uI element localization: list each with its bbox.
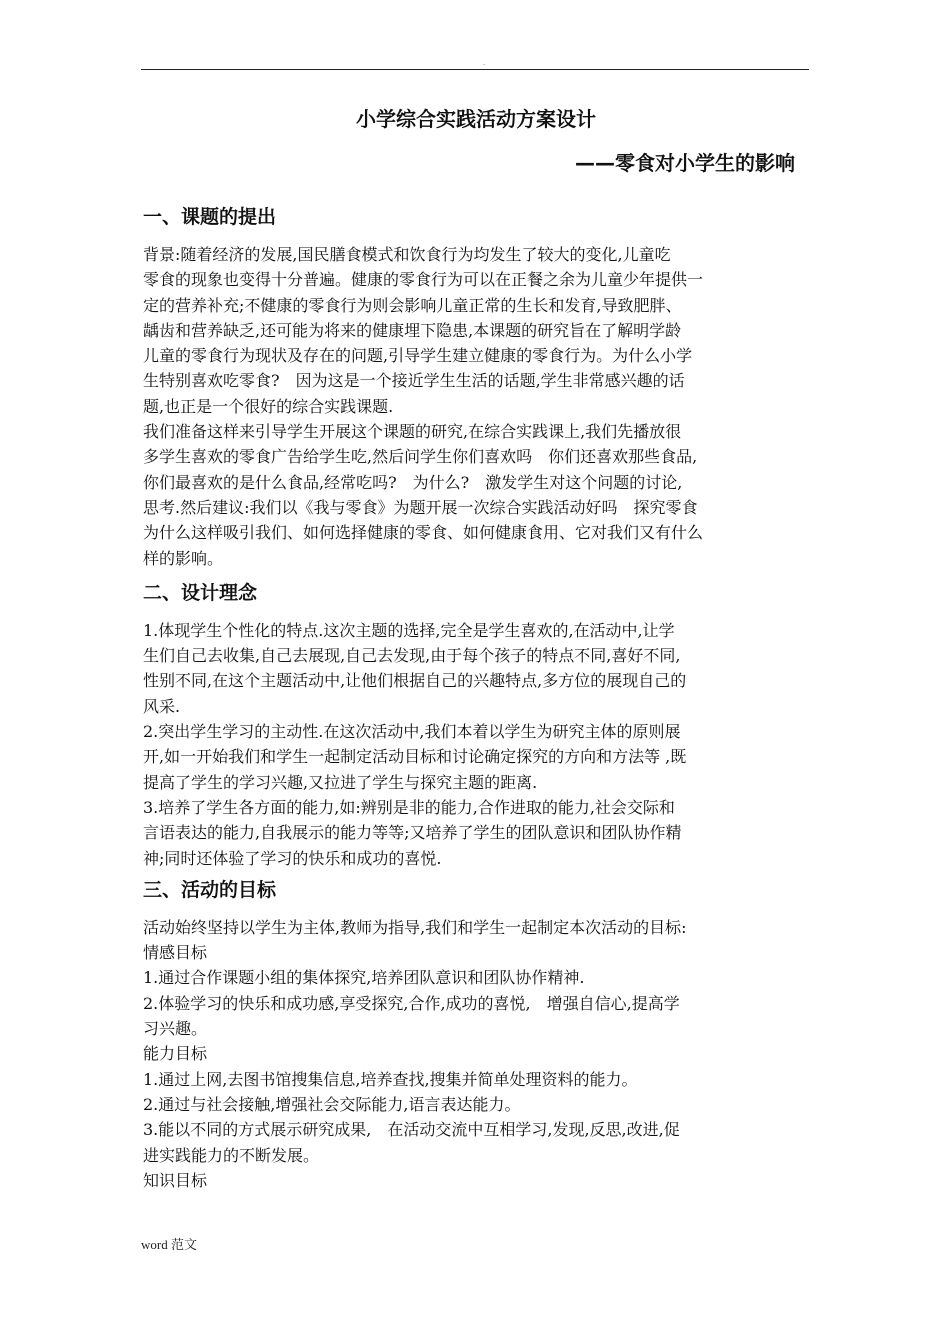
section-body-design-concept [143,618,809,871]
paragraph-line: 知识目标 [143,1170,208,1190]
paragraph-line: 言语表达的能力,自我展示的能力等等;又培养了学生的团队意识和团队协作精 [143,823,682,843]
paragraph-line: 神;同时还体验了学习的快乐和成功的喜悦. [143,848,442,868]
paragraph-line: 3.能以不同的方式展示研究成果, 在活动交流中互相学习,发现,反思,改进,促 [143,1120,680,1140]
document-body [143,102,809,1193]
section-body-proposal [143,242,809,571]
document-title: 小学综合实践活动方案设计 [356,107,596,131]
paragraph-line: 背景:随着经济的发展,国民膳食模式和饮食行为均发生了较大的变化,儿童吃 [143,245,671,264]
paragraph-line: 风采. [143,696,181,716]
paragraph-line: 2.体验学习的快乐和成功感,享受探究,合作,成功的喜悦, 增强自信心,提高学 [143,993,680,1013]
paragraph-line: 儿童的零食行为现状及存在的问题,引导学生建立健康的零食行为。为什么小学 [143,346,693,366]
paragraph-line: 习兴趣。 [143,1019,208,1039]
paragraph-line: 活动始终坚持以学生为主体,教师为指导,我们和学生一起制定本次活动的目标: [143,917,687,937]
header-rule [141,69,809,70]
paragraph-line: 题,也正是一个很好的综合实践课题. [143,396,394,416]
paragraph-line: 2.通过与社会接触,增强社会交际能力,语言表达能力。 [143,1094,521,1114]
paragraph-line: 进实践能力的不断发展。 [143,1145,320,1165]
paragraph-line: 2.突出学生学习的主动性.在这次活动中,我们本着以学生为研究主体的原则展 [143,722,681,742]
paragraph-line: 零食的现象也变得十分普遍。健康的零食行为可以在正餐之余为儿童少年提供一 [143,270,704,290]
paragraph-line: 多学生喜欢的零食广告给学生吃,然后问学生你们喜欢吗 你们还喜欢那些食品, [143,447,698,467]
paragraph-line: 开,如一开始我们和学生一起制定活动目标和讨论确定探究的方向和方法等 ,既 [143,747,687,767]
paragraph-line: 我们准备这样来引导学生开展这个课题的研究,在综合实践课上,我们先播放很 [143,422,682,442]
paragraph-line: 样的影响。 [143,548,224,568]
paragraph-line: 生们自己去收集,自己去展现,自己去发现,由于每个孩子的特点不同,喜好不同, [143,646,681,666]
paragraph-line: 1.体现学生个性化的特点.这次主题的选择,完全是学生喜欢的,在活动中,让学 [143,620,675,640]
paragraph-line: 能力目标 [143,1044,208,1064]
header-mark: . [483,58,486,67]
paragraph-line: 思考.然后建议:我们以《我与零食》为题开展一次综合实践活动好吗 探究零食 [143,497,698,517]
section-body-objectives [143,915,809,1193]
paragraph-line: 1.通过上网,去图书馆搜集信息,培养查找,搜集并简单处理资料的能力。 [143,1069,638,1089]
paragraph-line: 3.培养了学生各方面的能力,如:辨别是非的能力,合作进取的能力,社会交际和 [143,797,675,817]
paragraph-line: 龋齿和营养缺乏,还可能为将来的健康埋下隐患,本课题的研究旨在了解明学龄 [143,320,682,340]
paragraph-line: 定的营养补充;不健康的零食行为则会影响儿童正常的生长和发育,导致肥胖、 [143,295,682,315]
paragraph-line: 你们最喜欢的是什么食品,经常吃吗? 为什么? 激发学生对这个问题的讨论, [143,472,683,492]
section-heading-design-concept: 二、设计理念 [143,581,258,604]
paragraph-line: 情感目标 [143,943,208,963]
paragraph-line: 为什么这样吸引我们、如何选择健康的零食、如何健康食用、它对我们又有什么 [143,523,704,543]
paragraph-line: 提高了学生的学习兴趣,又拉进了学生与探究主题的距离. [143,772,538,792]
paragraph-line: 性别不同,在这个主题活动中,让他们根据自己的兴趣特点,多方位的展现自己的 [143,671,687,691]
footer-label: word 范文 [141,1237,197,1252]
document-subtitle: ——零食对小学生的影响 [575,151,795,175]
paragraph-line: 1.通过合作课题小组的集体探究,培养团队意识和团队协作精神. [143,968,585,988]
paragraph-line: 生特别喜欢吃零食? 因为这是一个接近学生生活的话题,学生非常感兴趣的话 [143,371,685,391]
section-heading-objectives: 三、活动的目标 [143,878,277,901]
section-heading-proposal: 一、课题的提出 [143,206,277,228]
